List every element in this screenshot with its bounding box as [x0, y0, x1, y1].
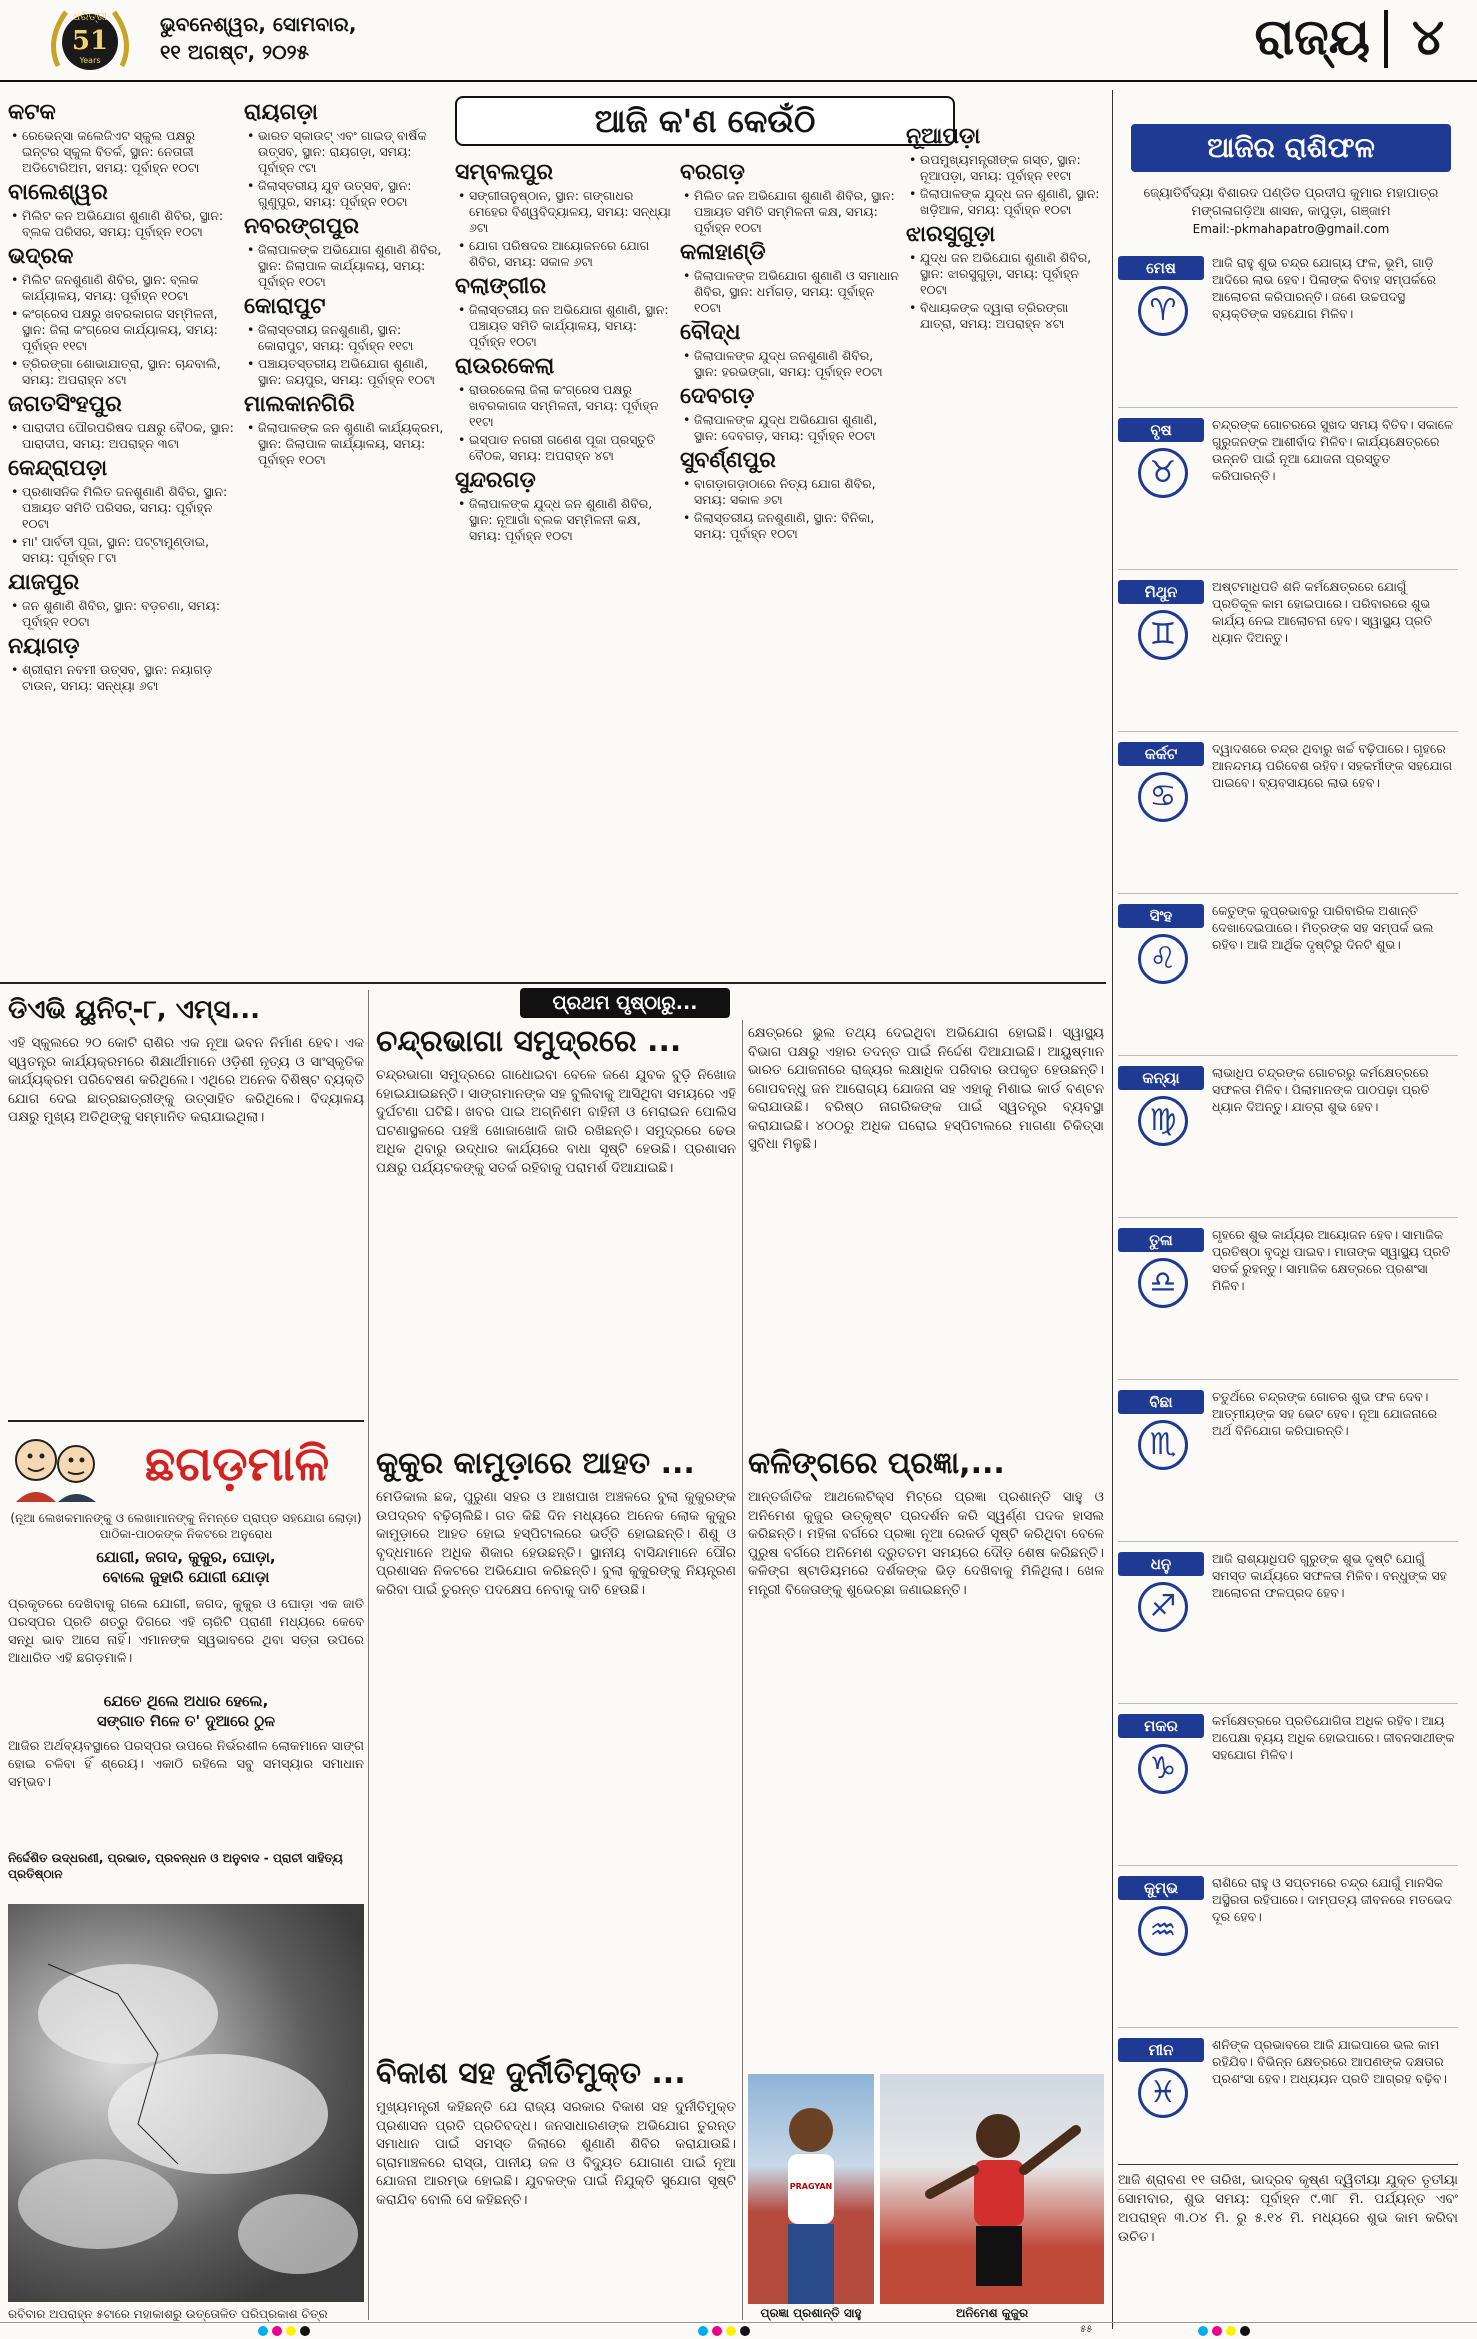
zodiac-icon: ♒: [1138, 1906, 1188, 1956]
event-item: • ସଙ୍ଗୀତାନୁଷ୍ଠାନ, ସ୍ଥାନ: ଗଙ୍ଗାଧର ମେହେର ବିଶ୍ୱବିଦ୍ୟାଳୟ, ସମୟ: ସନ୍ଧ୍ୟା ୬ଟା: [455, 188, 675, 236]
karingare-title: କଳିଙ୍ଗରେ ପ୍ରଜ୍ଞା,...: [748, 1446, 1005, 1481]
photo-caption-2: ଅନିମେଶ କୁଜୁର: [955, 2306, 1029, 2320]
rashi-name: ବିଛା: [1118, 1390, 1204, 1414]
event-item: • ଶ୍ରୀରାମ ନବମୀ ଉତ୍ସବ, ସ୍ଥାନ: ନୟାଗଡ଼ ଟାଉନ, ସମୟ: ସନ୍ଧ୍ୟା ୬ଟା: [8, 662, 236, 694]
dog-story-body: ମେଡିକାଲ ଛକ, ପୁରୁଣା ସହର ଓ ଆଖପାଖ ଅଞ୍ଚଳରେ ବୁଲା କୁକୁରଙ୍କ ଉପଦ୍ରବ ବଢ଼ିଚାଲିଛି। ଗତ କିଛି ଦିନ ମଧ୍ୟରେ ଅନେକ ଲୋକ କୁକୁର କାମୁଡ଼ାରେ ଆହତ ହୋଇ ହସ୍ପିଟାଲରେ ଭର୍ତ୍ତି ହୋଇଛନ୍ତି। ଶିଶୁ ଓ ବୃଦ୍ଧମାନେ ଅଧିକ ଶିକାର ହେଉଛନ୍ତି। ସ୍ଥାନୀୟ ବାସିନ୍ଦାମାନେ ପୌର ପ୍ରଶାସନ ନିକଟରେ ଅଭିଯୋଗ କରିଛନ୍ତି। ବୁଲା କୁକୁରଙ୍କୁ ନିୟନ୍ତ୍ରଣ କରିବା ପାଇଁ ତୁରନ୍ତ ପଦକ୍ଷେପ ନେବାକୁ ଦାବି ହେଉଛି।: [376, 1489, 736, 1598]
rashi-text: ଆଜି ରାହୁ ଶୁଭ ଚନ୍ଦ୍ର ଯୋଗ୍ୟ ଫଳ, ଭୂମି, ଗାଡ଼ି ଆଦିରେ ଲାଭ ହେବ। ପିଲାଙ୍କ ବିବାହ ସମ୍ପର୍କରେ ଆଲୋଚନା କରିପାରନ୍ତି। ଜଣେ ଉଚ୍ଚପଦସ୍ଥ ବ୍ୟକ୍ତିଙ୍କ ସହଯୋଗ ମିଳିବ।: [1212, 255, 1436, 321]
comic-verse-1: ଯେତେ ଥିଲେ ଅଧାର ହେଲେ,: [103, 1692, 269, 1710]
karingare-story: [748, 1446, 1104, 2006]
rashi-text: ଅଷ୍ଟମାଧିପତି ଶନି କର୍ମକ୍ଷେତ୍ରରେ ଯୋଗୁଁ ପ୍ରତିକୂଳ କାମ ହୋଇପାରେ। ପରିବାରରେ ଶୁଭ କାର୍ଯ୍ୟ ନେଇ ଆଲୋଚନା ହେବ। ସ୍ୱାସ୍ଥ୍ୟ ପ୍ରତି ଧ୍ୟାନ ଦିଅନ୍ତୁ।: [1212, 579, 1433, 645]
rashi-text: ଦ୍ୱାଦଶରେ ଚନ୍ଦ୍ର ଥିବାରୁ ଖର୍ଚ୍ଚ ବଢ଼ିପାରେ। ଗୃହରେ ଆନନ୍ଦମୟ ପରିବେଶ ରହିବ। ସହକର୍ମୀଙ୍କ ସହଯୋଗ ପାଇବେ। ବ୍ୟବସାୟରେ ଲାଭ ହେବ।: [1212, 741, 1453, 790]
rashi-name: ସିଂହ: [1118, 904, 1204, 928]
rashi-badge: [1118, 1066, 1204, 1166]
rashi-row: [1118, 1222, 1458, 1380]
district-heading: ଯାଜପୁର: [8, 570, 80, 595]
district-heading: ବରଗଡ଼: [680, 160, 745, 185]
district-heading: ମାଲକାନଗିରି: [244, 392, 355, 417]
zodiac-icon: ♑: [1138, 1744, 1188, 1794]
event-item: • ଇସ୍ପାତ ନଗରୀ ଗଣେଶ ପୂଜା ପ୍ରସ୍ତୁତି ବୈଠକ, ସମୟ: ଅପରାହ୍ନ ୪ଟା: [455, 432, 675, 464]
district-heading: ସୁନ୍ଦରଗଡ଼: [455, 468, 536, 493]
event-item: • ବିଧାୟକଙ୍କ ଦ୍ୱାରା ତ୍ରିରଙ୍ଗା ଯାତ୍ରା, ସମୟ: ଅପରାହ୍ନ ୪ଟା: [906, 300, 1106, 332]
event-item: • ଜିଲାପାଳଙ୍କ ଅଭିଯୋଗ ଶୁଣାଣି ଓ ସମାଧାନ ଶିବିର, ସ୍ଥାନ: ଧର୍ମଗଡ଼, ସମୟ: ପୂର୍ବାହ୍ନ ୧୦ଟା: [680, 268, 900, 316]
rashi-text: ରାଶିରେ ରାହୁ ଓ ସପ୍ତମରେ ଚନ୍ଦ୍ର ଯୋଗୁଁ ମାନସିକ ଅସ୍ଥିରତା ରହିପାରେ। ଦାମ୍ପତ୍ୟ ଜୀବନରେ ମତଭେଦ ଦୂର ହେବ।: [1212, 1875, 1453, 1924]
comic-verse-2: ସଙ୍ଗାତ ମିଳେ ତ' ଦୁଆରେ ଠୁଳ: [96, 1712, 276, 1730]
rashi-badge: [1118, 580, 1204, 680]
district-heading: ସୁବର୍ଣ୍ଣପୁର: [680, 448, 776, 473]
rashi-text: ଚନ୍ଦ୍ରଙ୍କ ଗୋଚରରେ ସୁଖଦ ସମୟ ବିତିବ। ସକାଳେ ଗୁରୁଜନଙ୍କ ଆଶୀର୍ବାଦ ମିଳିବ। କାର୍ଯ୍ୟକ୍ଷେତ୍ରରେ ଉନ୍ନତି ପାଇଁ ନୂଆ ଯୋଜନା ପ୍ରସ୍ତୁତ କରିପାରନ୍ତି।: [1212, 417, 1454, 483]
event-item: • ପାରାଦୀପ ପୌରପରିଷଦ ପକ୍ଷରୁ ବୈଠକ, ସ୍ଥାନ: ପାରାଦୀପ, ସମୟ: ଅପରାହ୍ନ ୩ଟା: [8, 420, 236, 452]
event-item: • ମିଲିଟ ଜନଶୁଣାଣି ଶିବିର, ସ୍ଥାନ: ବ୍ଲକ କାର୍ଯ୍ୟାଳୟ, ସମୟ: ପୂର୍ବାହ୍ନ ୧୦ଟା: [8, 272, 236, 304]
district-heading: ରାଉରକେଲା: [455, 354, 555, 379]
events-column-1: [8, 96, 236, 976]
bikash-story: [376, 2056, 736, 2326]
dav-bottom-rule: [8, 1420, 364, 1422]
cartoon-faces-icon: [8, 1430, 104, 1504]
comic-cartoon: [8, 1430, 104, 1504]
district-heading: କେନ୍ଦ୍ରାପଡ଼ା: [8, 456, 108, 481]
rashi-row: [1118, 1060, 1458, 1218]
rashi-row: [1118, 412, 1458, 570]
event-item: • କଂଗ୍ରେସ ପକ୍ଷରୁ ଖବରକାଗଜ ସମ୍ମିଳନୀ, ସ୍ଥାନ: ଜିଲା କଂଗ୍ରେସ କାର୍ଯ୍ୟାଳୟ, ସମୟ: ପୂର୍ବାହ୍ନ ୧୧ଟା: [8, 306, 236, 354]
rashi-badge: [1118, 1552, 1204, 1652]
section-title: ରାଜ୍ୟ: [1254, 8, 1370, 66]
rashi-name: କୁମ୍ଭ: [1118, 1876, 1204, 1900]
rashi-badge: [1118, 742, 1204, 842]
comic-question-2: ବୋଲେ ଜୁହାରି ଯୋଗୀ ଯୋଡ଼ା: [102, 1568, 270, 1586]
rashi-badge: [1118, 1876, 1204, 1976]
rashi-name: ତୁଳା: [1118, 1228, 1204, 1252]
event-item: • ଜିଲାପାଳଙ୍କ ଜନ ଶୁଣାଣି କାର୍ଯ୍ୟକ୍ରମ, ସ୍ଥାନ: ଜିଲାପାଳ କାର୍ଯ୍ୟାଳୟ, ସମୟ: ପୂର୍ବାହ୍ନ ୧୦ଟା: [244, 420, 444, 468]
comic-credit: ନିର୍ଦ୍ଦେଶିତ ଉଦ୍ଧରଣୀ, ପ୍ରଭାତ, ପ୍ରବନ୍ଧନ ଓ ଅନୁବାଦ - ପ୍ରାଚୀ ସାହିତ୍ୟ ପ୍ରତିଷ୍ଠାନ: [8, 1851, 343, 1881]
satellite-image: [8, 1904, 364, 2302]
pratham-body: କ୍ଷେତ୍ରରେ ଭୁଲ ତଥ୍ୟ ଦେଇଥିବା ଅଭିଯୋଗ ହୋଇଛି। ସ୍ୱାସ୍ଥ୍ୟ ବିଭାଗ ପକ୍ଷରୁ ଏହାର ତଦନ୍ତ ପାଇଁ ନିର୍ଦ୍ଦେଶ ଦିଆଯାଇଛି। ଆୟୁଷ୍ମାନ ଭାରତ ଯୋଜନାରେ ରାଜ୍ୟର ଲକ୍ଷାଧିକ ପରିବାର ଉପକୃତ ହେଉଛନ୍ତି। ଗୋପବନ୍ଧୁ ଜନ ଆରୋଗ୍ୟ ଯୋଜନା ସହ ଏହାକୁ ମିଶାଇ କାର୍ଡ ବଣ୍ଟନ କରାଯାଉଛି। ବରିଷ୍ଠ ନାଗରିକଙ୍କ ପାଇଁ ସ୍ୱତନ୍ତ୍ର ବ୍ୟବସ୍ଥା କରାଯାଇଛି। ୪୦୦ରୁ ଅଧିକ ଘରୋଇ ହସ୍ପିଟାଲରେ ମାଗଣା ଚିକିତ୍ସା ସୁବିଧା ମିଳୁଛି।: [748, 1025, 1104, 1152]
zodiac-icon: ♓: [1138, 2068, 1188, 2118]
anniversary-logo: [44, 4, 136, 76]
rashi-name: ବୃଷ: [1118, 418, 1204, 442]
event-item: • ଭାରତ ସ୍କାଉଟ୍ ଏବଂ ଗାଇଡ୍ ବାର୍ଷିକ ଉତ୍ସବ, ସ୍ଥାନ: ରାୟଗଡ଼ା, ସମୟ: ପୂର୍ବାହ୍ନ ୯ଟା: [244, 128, 444, 176]
event-item: • ପ୍ରଶାସନିକ ମିଲିତ ଜନଶୁଣାଣି ଶିବିର, ସ୍ଥାନ: ପଞ୍ଚାୟତ ସମିତି ପରିସର, ସମୟ: ପୂର୍ବାହ୍ନ ୧୦ଟା: [8, 484, 236, 532]
comic-body-2: ଆଜିର ଅର୍ଥବ୍ୟବସ୍ଥାରେ ପରସ୍ପର ଉପରେ ନିର୍ଭରଶୀଳ ଲୋକମାନେ ସାଙ୍ଗ ହୋଇ ଚଳିବା ହିଁ ଶ୍ରେୟ। ଏକାଠି ରହିଲେ ସବୁ ସମସ୍ୟାର ସମାଧାନ ସମ୍ଭବ।: [8, 1739, 364, 1790]
horoscope-email: Email:-pkmahapatro@gmail.com: [1192, 222, 1390, 236]
event-item: • ଜିଲାପାଳଙ୍କ ଯୁଦ୍ଧ ଜନ ଶୁଣାଣି, ସ୍ଥାନ: ଖଡ଼ିଆଳ, ସମୟ: ପୂର୍ବାହ୍ନ ୧୦ଟା: [906, 186, 1106, 218]
dav-story-body: ଏହି ସ୍କୁଲରେ ୨୦ କୋଟି ରାଶିର ଏକ ନୂଆ ଭବନ ନିର୍ମାଣ ହେବ। ଏକ ସ୍ୱତନ୍ତ୍ର କାର୍ଯ୍ୟକ୍ରମରେ ଶିକ୍ଷାର୍ଥୀମାନେ ଓଡ଼ିଶୀ ନୃତ୍ୟ ଓ ସାଂସ୍କୃତିକ କାର୍ଯ୍ୟକ୍ରମ ପରିବେଷଣ କରିଥିଲେ। ଏଥିରେ ଅନେକ ବିଶିଷ୍ଟ ବ୍ୟକ୍ତି ଯୋଗ ଦେଇ ଛାତ୍ରଛାତ୍ରୀଙ୍କୁ ଉତ୍ସାହିତ କରିଥିଲେ। ବିଦ୍ୟାଳୟ ପକ୍ଷରୁ ମୁଖ୍ୟ ଅତିଥିଙ୍କୁ ସମ୍ମାନିତ କରାଯାଇଥିଲା।: [8, 1035, 364, 1125]
rashi-row: [1118, 1708, 1458, 1866]
events-banner-text: ଆଜି କ'ଣ କେଉଁଠି: [594, 102, 816, 140]
almanac-box: [1118, 2164, 1458, 2288]
rashi-name: ମୀନ: [1118, 2038, 1204, 2062]
rashi-text: ଆଜି ରାଶ୍ୟାଧିପତି ଗୁରୁଙ୍କ ଶୁଭ ଦୃଷ୍ଟି ଯୋଗୁଁ ସମସ୍ତ କାର୍ଯ୍ୟରେ ସଫଳତା ମିଳିବ। ବନ୍ଧୁଙ୍କ ସହ ଆଲୋଚନା ଫଳପ୍ରଦ ହେବ।: [1212, 1551, 1447, 1600]
comic-subtitle: (ନୂଆ ଲେଖକମାନଙ୍କୁ ଓ ଲେଖାମାନଙ୍କୁ ନିମନ୍ତେ ପ୍ରାପ୍ତ ସହଯୋଗ ଲୋଡ଼ା) ପାଠିକା-ପାଠକଙ୍କ ନିକଟରେ ଅନୁରୋଧ: [10, 1511, 362, 1541]
horoscope-title: ଆଜିର ରାଶିଫଳ: [1207, 131, 1375, 164]
rashi-text: କର୍ମକ୍ଷେତ୍ରରେ ପ୍ରତିଯୋଗିତା ଅଧିକ ରହିବ। ଆୟ ଅପେକ୍ଷା ବ୍ୟୟ ଅଧିକ ହୋଇପାରେ। ଜୀବନସାଥୀଙ୍କ ସହଯୋଗ ମିଳିବ।: [1212, 1713, 1455, 1762]
event-item: • ମିଲିଟ କନ ଅଭିଯୋଗ ଶୁଣାଣି ଶିବିର, ସ୍ଥାନ: ବ୍ଲକ ପରିସର, ସମୟ: ପୂର୍ବାହ୍ନ ୧୦ଟା: [8, 208, 236, 240]
masthead: [0, 0, 1477, 80]
rashi-row: [1118, 1870, 1458, 2028]
rashi-row: [1118, 736, 1458, 894]
zodiac-icon: ♌: [1138, 934, 1188, 984]
photo-caption-1: ପ୍ରଜ୍ଞା ପ୍ରଶାନ୍ତି ସାହୁ: [760, 2306, 862, 2320]
event-item: • ପଞ୍ଚାୟତସ୍ତରୀୟ ଅଭିଯୋଗ ଶୁଣାଣି, ସ୍ଥାନ: ଜୟପୁର, ସମୟ: ପୂର୍ବାହ୍ନ ୧୦ଟା: [244, 356, 444, 388]
rashi-badge: [1118, 2038, 1204, 2138]
dav-story-title: ଡିଏଭି ୟୁନିଟ୍-୮, ଏମ୍ସ...: [8, 995, 261, 1025]
cloud-map-icon: [8, 1904, 364, 2302]
rashi-text: ଲାଭାଧିପ ଚନ୍ଦ୍ରଙ୍କ ଗୋଚରରୁ କର୍ମକ୍ଷେତ୍ରରେ ସଫଳତା ମିଳିବ। ପିଲାମାନଙ୍କ ପାଠପଢ଼ା ପ୍ରତି ଧ୍ୟାନ ଦିଅନ୍ତୁ। ଯାତ୍ରା ଶୁଭ ହେବ।: [1212, 1065, 1430, 1114]
district-heading: ନୟାଗଡ଼: [8, 634, 80, 659]
event-item: • ଯୁଦ୍ଧ ଜନ ଅଭିଯୋଗ ଶୁଣାଣି ଶିବିର, ସ୍ଥାନ: ଝାରସୁଗୁଡ଼ା, ସମୟ: ପୂର୍ବାହ୍ନ ୧୦ଟା: [906, 250, 1106, 298]
district-heading: ବଲାଙ୍ଗୀର: [455, 274, 547, 299]
event-item: • ଜନ ଶୁଣାଣି ଶିବିର, ସ୍ଥାନ: ବଡ଼ଚଣା, ସମୟ: ପୂର୍ବାହ୍ନ ୧୦ଟା: [8, 598, 236, 630]
chandrabhaga-title: ଚନ୍ଦ୍ରଭାଗା ସମୁଦ୍ରରେ ...: [376, 1024, 682, 1059]
events-column-3: [455, 156, 675, 976]
horoscope-address: ମଙ୍ଗଳାଗଡ଼ିଆ ଶାସନ, କାପୁଡ଼ା, ଗଞ୍ଜାମ: [1191, 204, 1391, 219]
bikash-body: ମୁଖ୍ୟମନ୍ତ୍ରୀ କହିଛନ୍ତି ଯେ ରାଜ୍ୟ ସରକାର ବିକାଶ ସହ ଦୁର୍ନୀତିମୁକ୍ତ ପ୍ରଶାସନ ପ୍ରତି ପ୍ରତିବଦ୍ଧ। ଜନସାଧାରଣଙ୍କ ଅଭିଯୋଗ ତୁରନ୍ତ ସମାଧାନ ପାଇଁ ସମସ୍ତ ଜିଲାରେ ଶୁଣାଣି ଶିବିର କରାଯାଉଛି। ଗ୍ରାମାଞ୍ଚଳରେ ରାସ୍ତା, ପାନୀୟ ଜଳ ଓ ବିଦ୍ୟୁତ ଯୋଗାଣ ପାଇଁ ନୂଆ ଯୋଜନା ଆରମ୍ଭ ହୋଇଛି। ଯୁବକଙ୍କ ପାଇଁ ନିଯୁକ୍ତି ସୁଯୋଗ ସୃଷ୍ଟି କରାଯିବ ବୋଲି ସେ କହିଛନ୍ତି।: [376, 2099, 736, 2208]
rashi-name: ମେଷ: [1118, 256, 1204, 280]
dateline-day: ଭୁବନେଶ୍ୱର, ସୋମବାର,: [160, 12, 357, 36]
almanac-text: ଆଜି ଶ୍ରାବଣ ୧୧ ତାରିଖ, ଭାଦ୍ରବ କୃଷ୍ଣ ଦ୍ୱିତୀୟା ଯୁକ୍ତ ତୃତୀୟା ସୋମବାର, ଶୁଭ ସମୟ: ପୂର୍ବାହ୍ନ ୯.୩୮ ମି. ପର୍ଯ୍ୟନ୍ତ ଏବଂ ଅପରାହ୍ନ ୩.୦୪ ମି. ରୁ ୫.୧୪ ମି. ମଧ୍ୟରେ ଶୁଭ କାମ କରିବା ଉଚିତ।: [1118, 2172, 1458, 2245]
event-item: • ଜିଲାସ୍ତରୀୟ ଜନ ଅଭିଯୋଗ ଶୁଣାଣି, ସ୍ଥାନ: ପଞ୍ଚାୟତ ସମିତି କାର୍ଯ୍ୟାଳୟ, ସମୟ: ପୂର୍ବାହ୍ନ ୧୦ଟା: [455, 302, 675, 350]
pratham-label-text: ପ୍ରଥମ ପୃଷ୍ଠାରୁ...: [552, 992, 698, 1014]
rashi-text: ଗୃହରେ ଶୁଭ କାର୍ଯ୍ୟର ଆୟୋଜନ ହେବ। ସାମାଜିକ ପ୍ରତିଷ୍ଠା ବୃଦ୍ଧି ପାଇବ। ମାତାଙ୍କ ସ୍ୱାସ୍ଥ୍ୟ ପ୍ରତି ସତର୍କ ରୁହନ୍ତୁ। ସାମାଜିକ କ୍ଷେତ୍ରରେ ପ୍ରଶଂସା ମିଳିବ।: [1212, 1227, 1451, 1293]
district-heading: ନୂଆପଡ଼ା: [906, 124, 981, 149]
zodiac-icon: ♈: [1138, 286, 1188, 336]
event-item: • ରାଉରକେଲା ଜିଲା କଂଗ୍ରେସ ପକ୍ଷରୁ ଖବରକାଗଜ ସମ୍ମିଳନୀ, ସମୟ: ପୂର୍ବାହ୍ନ ୧୧ଟା: [455, 382, 675, 430]
section-divider: [1384, 10, 1388, 68]
zodiac-icon: ♍: [1138, 1096, 1188, 1146]
event-item: • ବାଗଡ଼ାଗଡ଼ାଠାରେ ନିତ୍ୟ ଯୋଗ ଶିବିର, ସମୟ: ସକାଳ ୬ଟା: [680, 476, 900, 508]
event-item: • ଜିଲାପାଳଙ୍କ ଅଭିଯୋଗ ଶୁଣାଣି ଶିବିର, ସ୍ଥାନ: ଜିଲାପାଳ କାର୍ଯ୍ୟାଳୟ, ସମୟ: ପୂର୍ବାହ୍ନ ୧୦ଟା: [244, 242, 444, 290]
athlete-bib: PRAGYAN: [789, 2182, 833, 2191]
dog-story-title: କୁକୁର କାମୁଡ଼ାରେ ଆହତ ...: [376, 1446, 695, 1481]
event-item: • ରେଭେନ୍ସା କଲେଜିଏଟ ସ୍କୁଲ ପକ୍ଷରୁ ଇନ୍ଟର ସ୍କୁଲ ବିତର୍କ, ସ୍ଥାନ: ନେତାଜୀ ଅଡିଟୋରିଅମ, ସମୟ: ପୂର୍ବାହ୍ନ ୧୦ଟା: [8, 128, 236, 176]
comic-box: [8, 1430, 364, 1896]
event-item: • ମିଲିତ ଜନ ଅଭିଯୋଗ ଶୁଣାଣି ଶିବିର, ସ୍ଥାନ: ପଞ୍ଚାୟତ ସମିତି ସମ୍ମିଳନୀ କକ୍ଷ, ସମୟ: ପୂର୍ବାହ୍ନ ୧୦ଟା: [680, 188, 900, 236]
page-number: ୪: [1411, 8, 1445, 66]
athlete-photo-2: [880, 2074, 1104, 2304]
rashi-text: ଚତୁର୍ଥରେ ଚନ୍ଦ୍ରଙ୍କ ଗୋଚର ଶୁଭ ଫଳ ଦେବ। ଆତ୍ମୀୟଙ୍କ ସହ ଭେଟ ହେବ। ନୂଆ ଯୋଜନାରେ ଅର୍ଥ ବିନିଯୋଗ କରିପାରନ୍ତି।: [1212, 1389, 1438, 1438]
middle-mid-rule: [742, 1020, 743, 2320]
events-banner: [455, 96, 955, 146]
rashi-badge: [1118, 1714, 1204, 1814]
district-heading: କୋରାପୁଟ: [244, 294, 326, 319]
satellite-caption: ରବିବାର ଅପରାହ୍ନ ୫ଟାରେ ମହାକାଶରୁ ଉତ୍ତୋଳିତ ପରିପ୍ରକାଶ ଚିତ୍ର: [8, 2307, 328, 2321]
logo-sub: Years: [79, 56, 101, 65]
athlete-man-icon: [880, 2074, 1104, 2304]
rashi-badge: [1118, 904, 1204, 1004]
event-item: • ଜିଲାସ୍ତରୀୟ ଜନଶୁଣାଣି, ସ୍ଥାନ: ବିନିକା, ସମୟ: ପୂର୍ବାହ୍ନ ୧୦ଟା: [680, 510, 900, 542]
rashi-row: [1118, 1546, 1458, 1704]
district-heading: ଜଗତସିଂହପୁର: [8, 392, 122, 417]
district-heading: ବାଲେଶ୍ୱର: [8, 180, 108, 205]
horoscope-author: ଜ୍ୟୋତିର୍ବିଦ୍ୟା ବିଶାରଦ ପଣ୍ଡିତ ପ୍ରଦୀପ କୁମାର ମହାପାତ୍ର: [1143, 186, 1439, 201]
zodiac-icon: ♊: [1138, 610, 1188, 660]
rashi-badge: [1118, 418, 1204, 518]
events-column-4: [680, 156, 900, 976]
rashi-badge: [1118, 1228, 1204, 1328]
event-item: • ଜିଲାପାଳଙ୍କ ଯୁଦ୍ଧ ଜନଶୁଣାଣି ଶିବିର, ସ୍ଥାନ: ହରଭଙ୍ଗା, ସମୟ: ପୂର୍ବାହ୍ନ ୧୦ଟା: [680, 348, 900, 380]
district-heading: ବୌଦ୍ଧ: [680, 320, 741, 345]
dateline-date: ୧୧ ଅଗଷ୍ଟ, ୨୦୨୫: [160, 40, 310, 64]
masthead-rule: [0, 80, 1477, 82]
rashi-row: [1118, 250, 1458, 408]
zodiac-icon: ♎: [1138, 1258, 1188, 1308]
comic-body: ପ୍ରକୃତରେ ଦେଖିବାକୁ ଗଲେ ଯୋଗୀ, ଜଗଦ, କୁକୁର ଓ ଘୋଡ଼ା ଏକ ଜାତି ପରସ୍ପର ପ୍ରତି ଶତ୍ରୁ ଦିଗରେ ଏହି ଚାରିଟି ପ୍ରାଣୀ ମଧ୍ୟରେ କେବେ ସନ୍ଧି ଭାବ ଆସେ ନାହିଁ। ଏମାନଙ୍କ ସ୍ୱଭାବରେ ଥିବା ସତ୍ତା ଉପରେ ଆଧାରିତ ଏହି ଛଗଡ଼ମାଳି।: [8, 1597, 364, 1666]
zodiac-icon: ♉: [1138, 448, 1188, 498]
district-heading: ଝାରସୁଗୁଡ଼ା: [906, 222, 996, 247]
zodiac-icon: ♋: [1138, 772, 1188, 822]
logo-text: ଧରିତ୍ରୀ: [72, 10, 108, 23]
footer-rule: [0, 2322, 1477, 2323]
middle-left-rule: [368, 990, 369, 2320]
pratham-label: [520, 988, 730, 1018]
pratham-story: [748, 1024, 1104, 1444]
rashi-text: କେତୁଙ୍କ କୁପ୍ରଭାବରୁ ପାରିବାରିକ ଅଶାନ୍ତି ଦେଖାଦେଇପାରେ। ମିତ୍ରଙ୍କ ସହ ସମ୍ପର୍କ ଭଲ ରହିବ। ଆଜି ଆର୍ଥିକ ଦୃଷ୍ଟିରୁ ଦିନଟି ଶୁଭ।: [1212, 903, 1434, 952]
bikash-title: ବିକାଶ ସହ ଦୁର୍ନୀତିମୁକ୍ତ ...: [376, 2056, 686, 2091]
logo-number: 51: [71, 26, 109, 56]
dog-story: [376, 1446, 736, 2046]
district-heading: ନବରଙ୍ଗପୁର: [244, 214, 360, 239]
district-heading: ଭଦ୍ରକ: [8, 244, 74, 269]
event-item: • ଜିଲାପାଳଙ୍କ ଯୁଦ୍ଧ ଜନ ଶୁଣାଣି ଶିବିର, ସ୍ଥାନ: ନୂଆଗାଁ ବ୍ଲକ ସମ୍ମିଳନୀ କକ୍ଷ, ସମୟ: ପୂର୍ବାହ୍ନ ୧୦ଟା: [455, 496, 675, 544]
event-item: • ଯୋଗ ପରିଷଦର ଆୟୋଜନରେ ଯୋଗ ଶିବିର, ସମୟ: ସକାଳ ୬ଟା: [455, 238, 675, 270]
rashi-name: ଧନୁ: [1118, 1552, 1204, 1576]
horoscope-title-bar: [1131, 124, 1451, 172]
event-item: • ମା' ପାର୍ବତୀ ପୂଜା, ସ୍ଥାନ: ପଟ୍ଟାମୁଣ୍ଡାଇ, ସମୟ: ପୂର୍ବାହ୍ନ ୮ଟା: [8, 534, 236, 566]
event-item: • ଜିଲାସ୍ତରୀୟ ଯୁବ ଉତ୍ସବ, ସ୍ଥାନ: ଗୁଣୁପୁର, ସମୟ: ପୂର୍ବାହ୍ନ ୧୦ଟା: [244, 178, 444, 210]
zodiac-icon: ♏: [1138, 1420, 1188, 1470]
rashi-name: ମିଥୁନ: [1118, 580, 1204, 604]
comic-title: ଛଗଡ଼ମାଳି: [144, 1436, 330, 1492]
footer-code: ୫୫: [1080, 2324, 1093, 2335]
chandrabhaga-body: ଚନ୍ଦ୍ରଭାଗା ସମୁଦ୍ରରେ ଗାଧୋଇବା ବେଳେ ଜଣେ ଯୁବକ ବୁଡ଼ି ନିଖୋଜ ହୋଇଯାଇଛନ୍ତି। ସାଙ୍ଗମାନଙ୍କ ସହ ବୁଲିବାକୁ ଆସିଥିବା ସମୟରେ ଏହି ଦୁର୍ଘଟଣା ଘଟିଛି। ଖବର ପାଇ ଅଗ୍ନିଶମ ବାହିନୀ ଓ ମେରାଇନ ପୋଲିସ ଘଟଣାସ୍ଥଳରେ ପହଞ୍ଚି ଖୋଜାଖୋଜି ଜାରି ରଖିଛନ୍ତି। ସମୁଦ୍ରରେ ଢେଉ ଅଧିକ ଥିବାରୁ ଉଦ୍ଧାର କାର୍ଯ୍ୟରେ ବାଧା ସୃଷ୍ଟି ହେଉଛି। ପ୍ରଶାସନ ପକ୍ଷରୁ ପର୍ଯ୍ୟଟକଙ୍କୁ ସତର୍କ ରହିବାକୁ ପରାମର୍ଶ ଦିଆଯାଇଛି।: [376, 1067, 736, 1176]
events-column-2: [244, 96, 444, 976]
rashi-badge: [1118, 1390, 1204, 1490]
rashi-row: [1118, 898, 1458, 1056]
district-heading: କଳାହାଣ୍ଡି: [680, 240, 766, 265]
rashi-name: କର୍କଟ: [1118, 742, 1204, 766]
registration-marks: [0, 2326, 1477, 2338]
chandrabhaga-story: [376, 1024, 736, 1354]
karingare-body: ଆନ୍ତର୍ଜାତିକ ଆଥଲେଟିକ୍ସ ମିଟ୍‌ରେ ପ୍ରଜ୍ଞା ପ୍ରଶାନ୍ତି ସାହୁ ଓ ଅନିମେଶ କୁଜୁର ଉତ୍କୃଷ୍ଟ ପ୍ରଦର୍ଶନ କରି ସ୍ୱର୍ଣ୍ଣ ପଦକ ହାସଲ କରିଛନ୍ତି। ମହିଳା ବର୍ଗରେ ପ୍ରଜ୍ଞା ନୂଆ ରେକର୍ଡ ସୃଷ୍ଟି କରିଥିବା ବେଳେ ପୁରୁଷ ବର୍ଗରେ ଅନିମେଶ ଦ୍ରୁତତମ ସମୟରେ ଦୌଡ଼ ଶେଷ କରିଛନ୍ତି। କଳିଙ୍ଗ ଷ୍ଟାଡିୟମରେ ଦର୍ଶକଙ୍କ ଭିଡ଼ ଦେଖିବାକୁ ମିଳିଥିଲା। ଖେଳ ମନ୍ତ୍ରୀ ବିଜେତାଙ୍କୁ ଶୁଭେଚ୍ଛା ଜଣାଇଛନ୍ତି।: [748, 1489, 1104, 1598]
comic-question: ଯୋଗୀ, ଜଗଦ, କୁକୁର, ଘୋଡ଼ା,: [96, 1548, 276, 1566]
district-heading: ଦେବଗଡ଼: [680, 384, 755, 409]
rashi-name: କନ୍ୟା: [1118, 1066, 1204, 1090]
district-heading: ସମ୍ବଲପୁର: [455, 160, 554, 185]
rashi-name: ମକର: [1118, 1714, 1204, 1738]
events-column-5: [906, 120, 1106, 976]
rashi-row: [1118, 574, 1458, 732]
district-heading: ରାୟଗଡ଼ା: [244, 100, 318, 125]
events-bottom-rule: [0, 982, 1106, 984]
event-item: • ଉପମୁଖ୍ୟମନ୍ତ୍ରୀଙ୍କ ଗସ୍ତ, ସ୍ଥାନ: ନୂଆପଡ଼ା, ସମୟ: ପୂର୍ବାହ୍ନ ୧୧ଟା: [906, 152, 1106, 184]
event-item: • ତ୍ରିରଙ୍ଗା ଶୋଭାଯାତ୍ରା, ସ୍ଥାନ: ଚାନ୍ଦବାଲି, ସମୟ: ଅପରାହ୍ନ ୪ଟା: [8, 356, 236, 388]
rashi-row: [1118, 1384, 1458, 1542]
dav-story: [8, 992, 364, 1422]
dateline: [160, 10, 460, 66]
athlete-photo-1: [748, 2074, 874, 2304]
district-heading: କଟକ: [8, 100, 56, 125]
event-item: • ଜିଲାପାଳଙ୍କ ଯୁଦ୍ଧ ଅଭିଯୋଗ ଶୁଣାଣି, ସ୍ଥାନ: ଦେବଗଡ଼, ସମୟ: ପୂର୍ବାହ୍ନ ୧୦ଟା: [680, 412, 900, 444]
zodiac-icon: ♐: [1138, 1582, 1188, 1632]
rashi-text: ଶନିଙ୍କ ପ୍ରଭାବରେ ଆଜି ଯାଇପାରେ ଭଲ କାମ ରହିଯିବ। ବିଭିନ୍ନ କ୍ଷେତ୍ରରେ ଆପଣଙ୍କ ଦକ୍ଷତାର ପ୍ରଶଂସା ହେବ। ଅଧ୍ୟୟନ ପ୍ରତି ଆଗ୍ରହ ବଢ଼ିବ।: [1212, 2037, 1447, 2086]
event-item: • ଜିଲାସ୍ତରୀୟ ଜନଶୁଣାଣି, ସ୍ଥାନ: କୋରାପୁଟ, ସମୟ: ପୂର୍ବାହ୍ନ ୧୧ଟା: [244, 322, 444, 354]
rashi-badge: [1118, 256, 1204, 356]
